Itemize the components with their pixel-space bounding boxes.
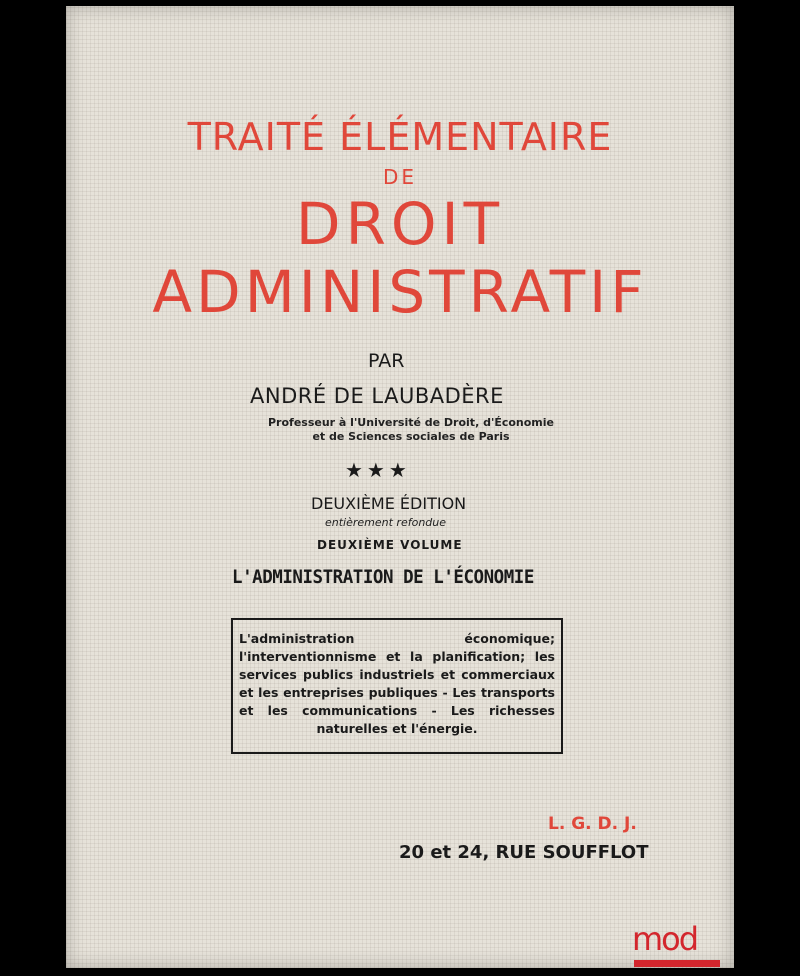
ornament-stars: ★★★ bbox=[345, 458, 411, 482]
title-line-4: ADMINISTRATIF bbox=[152, 258, 648, 326]
watermark-logo bbox=[632, 920, 722, 974]
logo-text: mod bbox=[632, 920, 698, 958]
author-title: Professeur à l'Université de Droit, d'Économie et de Sciences sociales de Paris bbox=[267, 416, 554, 443]
contents-box bbox=[231, 618, 563, 754]
title-line-3: DROIT bbox=[295, 190, 505, 258]
edition-label: DEUXIÈME ÉDITION bbox=[311, 494, 467, 513]
by-label: PAR bbox=[368, 350, 405, 372]
edition-note: entièrement refondue bbox=[325, 516, 447, 529]
title-line-2: DE bbox=[382, 165, 418, 189]
contents-text: L'administration économique; l'interventionnisme et la planification; les services publics industriels et commerciaux et les entreprises publiques - Les transports et les communications - Les richesses naturelles et l'énergie. bbox=[239, 631, 555, 736]
book-subtitle: L'ADMINISTRATION DE L'ÉCONOMIE bbox=[232, 566, 534, 588]
publisher-name: L. G. D. J. bbox=[548, 814, 637, 834]
volume-label: DEUXIÈME VOLUME bbox=[317, 538, 463, 552]
author-name: ANDRÉ DE LAUBADÈRE bbox=[250, 384, 504, 408]
title-line-1: TRAITÉ ÉLÉMENTAIRE bbox=[187, 115, 613, 159]
logo-strip bbox=[634, 960, 720, 967]
publisher-address: 20 et 24, RUE SOUFFLOT bbox=[399, 842, 649, 863]
